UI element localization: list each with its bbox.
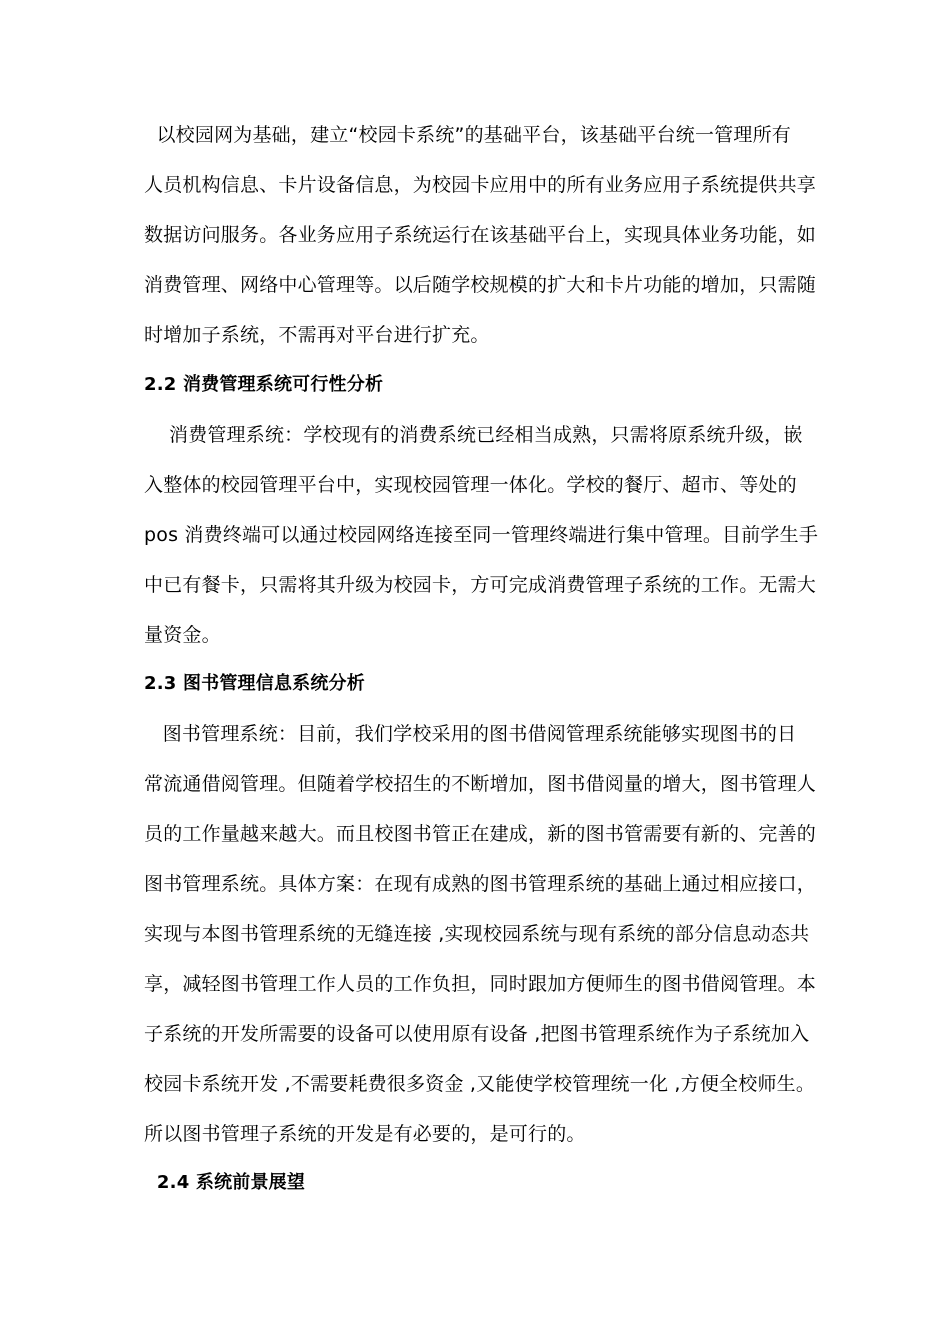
paragraph-line: 人员机构信息、卡片设备信息，为校园卡应用中的所有业务应用子系统提供共享 <box>144 174 817 196</box>
paragraph-line: 所以图书管理子系统的开发是有必要的，是可行的。 <box>144 1123 586 1145</box>
paragraph-line: 中已有餐卡，只需将其升级为校园卡，方可完成消费管理子系统的工作。无需大 <box>144 574 817 596</box>
paragraph-line: 消费管理、网络中心管理等。以后随学校规模的扩大和卡片功能的增加，只需随 <box>144 274 817 296</box>
paragraph-line: 员的工作量越来越大。而且校图书管正在建成，新的图书管需要有新的、完善的 <box>144 823 817 845</box>
paragraph-line: 以校园网为基础，建立“校园卡系统”的基础平台，该基础平台统一管理所有 <box>144 124 791 146</box>
section-heading: 2.2 消费管理系统可行性分析 <box>144 374 384 395</box>
paragraph-line: 子系统的开发所需要的设备可以使用原有设备 ,把图书管理系统作为子系统加入 <box>144 1023 810 1045</box>
paragraph-line: 量资金。 <box>144 624 221 646</box>
paragraph-line: 消费管理系统：学校现有的消费系统已经相当成熟，只需将原系统升级，嵌 <box>144 424 803 446</box>
paragraph-line: 实现与本图书管理系统的无缝连接 ,实现校园系统与现有系统的部分信息动态共 <box>144 923 810 945</box>
paragraph-line: pos 消费终端可以通过校园网络连接至同一管理终端进行集中管理。目前学生手 <box>144 524 819 546</box>
paragraph-line: 图书管理系统：目前，我们学校采用的图书借阅管理系统能够实现图书的日 <box>144 723 797 745</box>
paragraph-line: 时增加子系统，不需再对平台进行扩充。 <box>144 324 490 346</box>
paragraph-line: 常流通借阅管理。但随着学校招生的不断增加，图书借阅量的增大，图书管理人 <box>144 773 817 795</box>
paragraph-line: 校园卡系统开发 ,不需要耗费很多资金 ,又能使学校管理统一化 ,方便全校师生。 <box>144 1073 816 1095</box>
paragraph-line: 数据访问服务。各业务应用子系统运行在该基础平台上，实现具体业务功能，如 <box>144 224 817 246</box>
section-heading: 2.3 图书管理信息系统分析 <box>144 673 365 694</box>
section-heading: 2.4 系统前景展望 <box>144 1172 306 1193</box>
paragraph-line: 入整体的校园管理平台中，实现校园管理一体化。学校的餐厅、超市、等处的 <box>144 474 797 496</box>
paragraph-line: 图书管理系统。具体方案：在现有成熟的图书管理系统的基础上通过相应接口， <box>144 873 817 895</box>
paragraph-line: 享，减轻图书管理工作人员的工作负担，同时跟加方便师生的图书借阅管理。本 <box>144 973 817 995</box>
